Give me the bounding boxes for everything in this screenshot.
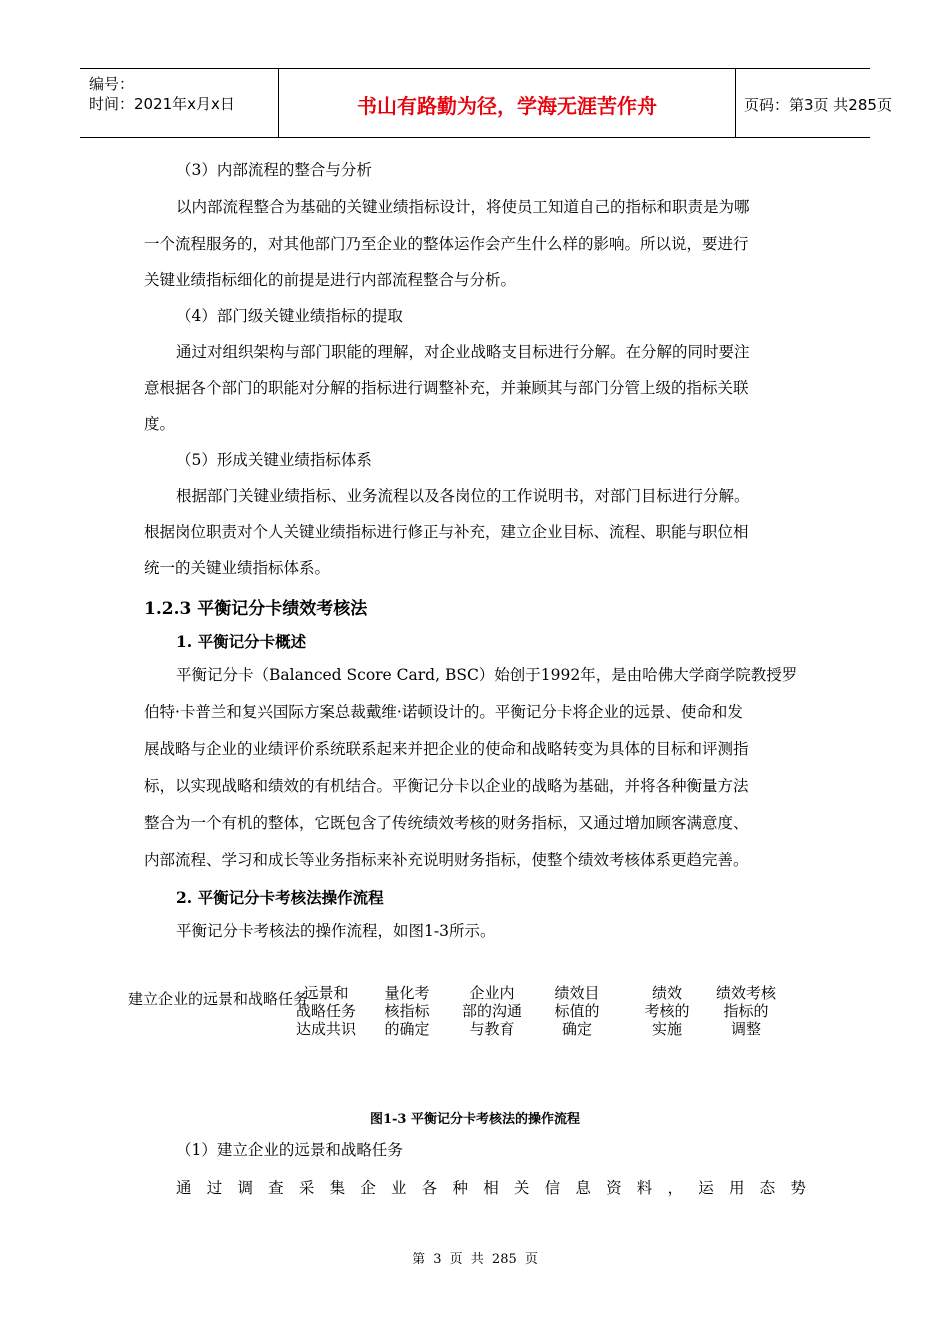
- page-header: [80, 68, 892, 138]
- justified-char: 采: [298, 1179, 315, 1197]
- paragraph-line: 展战略与企业的业绩评价系统联系起来并把企业的使命和战略转变为具体的目标和评测指: [144, 740, 749, 758]
- paragraph-line: 一个流程服务的，对其他部门乃至企业的整体运作会产生什么样的影响。所以说，要进行: [144, 235, 749, 253]
- page-info: 页码：第3页 共285页: [744, 96, 892, 114]
- justified-char: 相: [483, 1179, 499, 1197]
- paragraph-line: 以内部流程整合为基础的关键业绩指标设计，将使员工知道自己的指标和职责是为哪: [176, 198, 750, 216]
- justified-char: 种: [452, 1179, 468, 1197]
- motto: 书山有路勤为径，学海无涯苦作舟: [357, 94, 657, 118]
- header-motto-cell: [278, 69, 736, 137]
- paragraph-line: 意根据各个部门的职能对分解的指标进行调整补充，并兼顾其与部门分管上级的指标关联: [144, 379, 749, 397]
- justified-char: 企: [360, 1179, 376, 1197]
- paragraph-3-title: （3）内部流程的整合与分析: [176, 161, 372, 179]
- paragraph-line: 关键业绩指标细化的前提是进行内部流程整合与分析。: [144, 271, 517, 289]
- paragraph-line: 内部流程、学习和成长等业务指标来补充说明财务指标，使整个绩效考核体系更趋完善。: [144, 851, 749, 869]
- paragraph-line: 整合为一个有机的整体，它既包含了传统绩效考核的财务指标，又通过增加顾客满意度、: [144, 814, 749, 832]
- paragraph-line: 标，以实现战略和绩效的有机结合。平衡记分卡以企业的战略为基础，并将各种衡量方法: [144, 777, 749, 795]
- subheading-overview: 1. 平衡记分卡概述: [176, 632, 307, 651]
- flow-step-4: 绩效目 标值的 确定: [554, 984, 600, 1038]
- justified-char: 信: [544, 1179, 561, 1197]
- subheading-process: 2. 平衡记分卡考核法操作流程: [176, 888, 384, 907]
- flow-step-3: 企业内 部的沟通 与教育: [461, 984, 522, 1038]
- paragraph-5-title: （5）形成关键业绩指标体系: [176, 451, 372, 469]
- justified-char: 各: [421, 1179, 438, 1197]
- justified-char: 态: [759, 1179, 776, 1197]
- figure-caption: 图1-3 平衡记分卡考核法的操作流程: [369, 1112, 580, 1127]
- page-footer: 第 3 页 共 285 页: [412, 1252, 538, 1267]
- flow-step-2: 量化考 核指标 的确定: [384, 984, 430, 1038]
- justified-char: 调: [237, 1179, 253, 1197]
- paragraph-line: 伯特·卡普兰和复兴国际方案总裁戴维·诺顿设计的。平衡记分卡将企业的远景、使命和发: [144, 703, 743, 721]
- paragraph-line: 统一的关键业绩指标体系。: [144, 559, 331, 577]
- justified-char: 业: [391, 1179, 407, 1197]
- justified-char: 集: [329, 1179, 346, 1197]
- justified-char: 息: [575, 1179, 591, 1197]
- justified-char: 过: [206, 1179, 223, 1197]
- flow-step-5: 绩效 考核的 实施: [644, 984, 690, 1038]
- paragraph-line: 通过对组织架构与部门职能的理解，对企业战略支目标进行分解。在分解的同时要注: [176, 343, 750, 361]
- justified-char: 用: [728, 1179, 745, 1197]
- section-heading: 1.2.3 平衡记分卡绩效考核法: [144, 599, 368, 619]
- paragraph-line: 平衡记分卡考核法的操作流程，如图1-3所示。: [176, 922, 496, 940]
- process-flowchart: [120, 984, 820, 1054]
- paragraph-line: 平衡记分卡（Balanced Score Card, BSC）始创于1992年，是由哈佛大学商学院教授罗: [176, 666, 798, 684]
- time-label: 时间：2021年x月x日: [89, 95, 235, 113]
- justified-char: 运: [698, 1179, 714, 1197]
- flow-step-1: 远景和 战略任务 达成共识: [295, 984, 356, 1038]
- header-page-cell: [735, 69, 892, 137]
- justified-char: 资: [606, 1179, 622, 1197]
- paragraph-line: 度。: [144, 415, 176, 433]
- justified-char: 关: [513, 1179, 530, 1197]
- number-label: 编号：: [89, 75, 135, 93]
- paragraph-line: 根据岗位职责对个人关键业绩指标进行修正与补充，建立企业目标、流程、职能与职位相: [144, 523, 749, 541]
- justified-char: 通: [176, 1179, 192, 1197]
- justified-char: 料: [636, 1179, 653, 1197]
- flow-step-first: 建立企业的远景和战略任务: [128, 990, 309, 1008]
- flow-step-6: 绩效考核 指标的 调整: [715, 984, 776, 1038]
- justified-char: 查: [268, 1179, 284, 1197]
- header-left-cell: [80, 69, 278, 137]
- justified-line: [176, 1176, 806, 1198]
- justified-char: ，: [667, 1179, 684, 1197]
- paragraph-line: 根据部门关键业绩指标、业务流程以及各岗位的工作说明书，对部门目标进行分解。: [176, 487, 750, 505]
- item-1-title: （1）建立企业的远景和战略任务: [176, 1141, 403, 1159]
- paragraph-4-title: （4）部门级关键业绩指标的提取: [176, 307, 403, 325]
- justified-char: 势: [790, 1179, 806, 1197]
